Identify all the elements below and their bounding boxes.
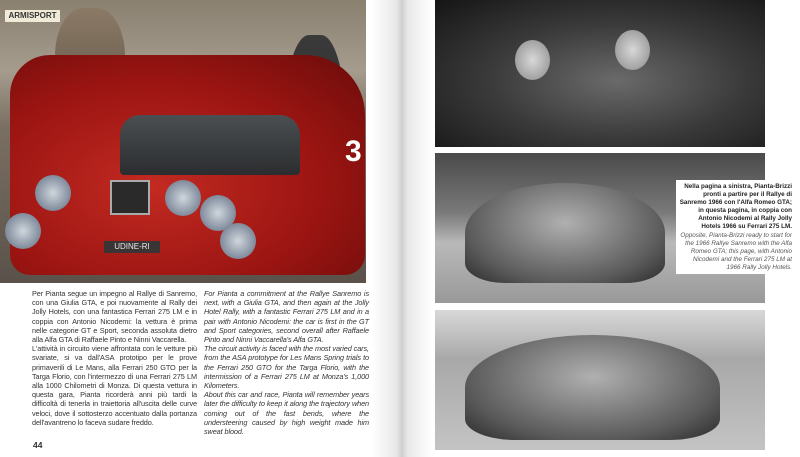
paragraph: L'attività in circuito viene affrontata con le vetture più svariate, si va dall'ASA prototipo per le prove primaverili di Le Mans, alla Ferrari 250 GTO per la Targa Florio, con l'intermezzo di una Ferrari 275 LM alla 1000 Chilometri di Monza. Di questa vettura in questa gara, Pianta ricorderà anni più tardi la difficoltà di tenerla in traiettoria all'uscita delle curve veloci, dove il sottosterzo accentuato dalla portanza dell'avantreno lo faceva sudare freddo. [32,344,197,427]
car-grille [110,180,150,215]
italian-body-text [32,289,197,427]
english-body-text [204,289,369,436]
headlamp [35,175,71,211]
codriver-face [615,30,650,70]
red-alfa-car [10,55,365,275]
headlamp [165,180,201,216]
paragraph: For Pianta a commitment at the Rallye Sanremo is next, with a Giulia GTA, and then again at the Jolly Hotel Rally, with a fantastic Ferrari 275 LM and in a pair with Antonio Nicodemi: the car is first in the GT and Sport categories, second overall after Raffaele Pinto and Ninni Vaccarella's Alfa GTA. [204,289,369,345]
photo-caption [676,180,796,274]
ferrari-car [465,335,720,440]
armisport-sign: ARMISPORT [5,10,60,22]
caption-english: Opposite, Pianta-Brizzi ready to start for the 1966 Rallye Sanremo with the Alfa Romeo GTA; this page, with Antonio Nicodemi and the Ferrari 275 LM at 1966 Rally Jolly Hotels. [680,231,792,271]
paragraph: About this car and race, Pianta will remember years later the difficulty to keep it along the trajectory when coming out of the fast bends, where the understeering caused by high weight made him sweat blood. [204,390,369,437]
page-number: 44 [33,440,43,450]
driver-face [515,40,550,80]
caption-italian: Nella pagina a sinistra, Pianta-Brizzi pronti a partire per il Rallye di Sanremo 1966 con l'Alfa Romeo GTA; in questa pagina, in coppia con Antonio Nicodemi al Rally Jolly Hotels 1966 su Ferrari 275 LM. [679,183,792,231]
book-gutter [372,0,432,457]
car-windshield [120,115,300,175]
photo-ferrari-cockpit [435,0,765,147]
ferrari-car [465,183,665,283]
headlamp [220,223,256,259]
headlamp [5,213,41,249]
photo-ferrari-on-track [435,310,765,450]
race-number: 3 [345,135,362,168]
paragraph: Per Pianta segue un impegno al Rallye di Sanremo, con una Giulia GTA, e poi nuovamente al Rally dei Jolly Hotels, con una fantastica Ferrari 275 LM e in coppia con Antonio Nicodemi: la vettura è prima nelle categorie GT e Sport, seconda assoluta dietro alla Alfa GTA di Raffaele Pinto e Ninni Vaccarella. [32,289,197,345]
license-plate: UDINE-RI [104,241,160,253]
paragraph: The circuit activity is faced with the most varied cars, from the ASA prototype for Les Mans Spring trials to the Ferrari 250 GTO for the Targa Florio, with the intermission of a Ferrari 275 LM at Monza's 1,000 Kilometers. [204,344,369,391]
photo-alfa-romeo-gta-rally [0,0,366,283]
